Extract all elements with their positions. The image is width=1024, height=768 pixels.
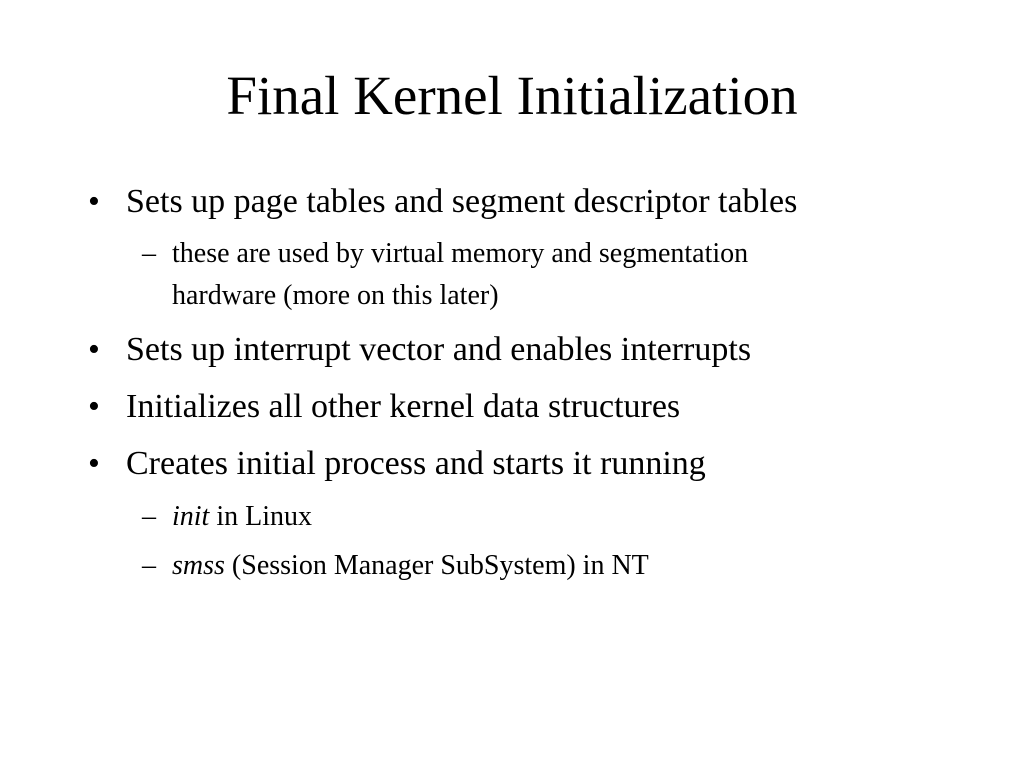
bullet-marker: • [88,388,100,425]
bullet-text: Sets up page tables and segment descriptor tables [126,183,798,220]
slide-title: Final Kernel Initialization [226,65,798,126]
sub-bullet-rest: in Linux [209,501,313,532]
bullet-marker: • [88,331,100,368]
bullet-marker: • [88,445,100,482]
sub-bullet-rest: (Session Manager SubSystem) in NT [224,550,649,581]
emphasis-text: init [172,501,210,532]
bullet-text: Creates initial process and starts it running [126,445,706,482]
dash-marker: – [142,501,156,532]
dash-marker: – [142,238,156,269]
sub-bullet-text-line-1: these are used by virtual memory and segmentation [172,238,749,269]
bullet-text: Initializes all other kernel data structures [126,388,681,425]
sub-bullet-text [172,545,649,587]
dash-marker: – [142,550,156,581]
bullet-text: Sets up interrupt vector and enables interrupts [126,331,752,368]
emphasis-text: smss [172,550,225,581]
sub-bullet-text-line-2: hardware (more on this later) [172,280,499,311]
bullet-marker: • [88,183,100,220]
sub-bullet-text [172,496,312,538]
